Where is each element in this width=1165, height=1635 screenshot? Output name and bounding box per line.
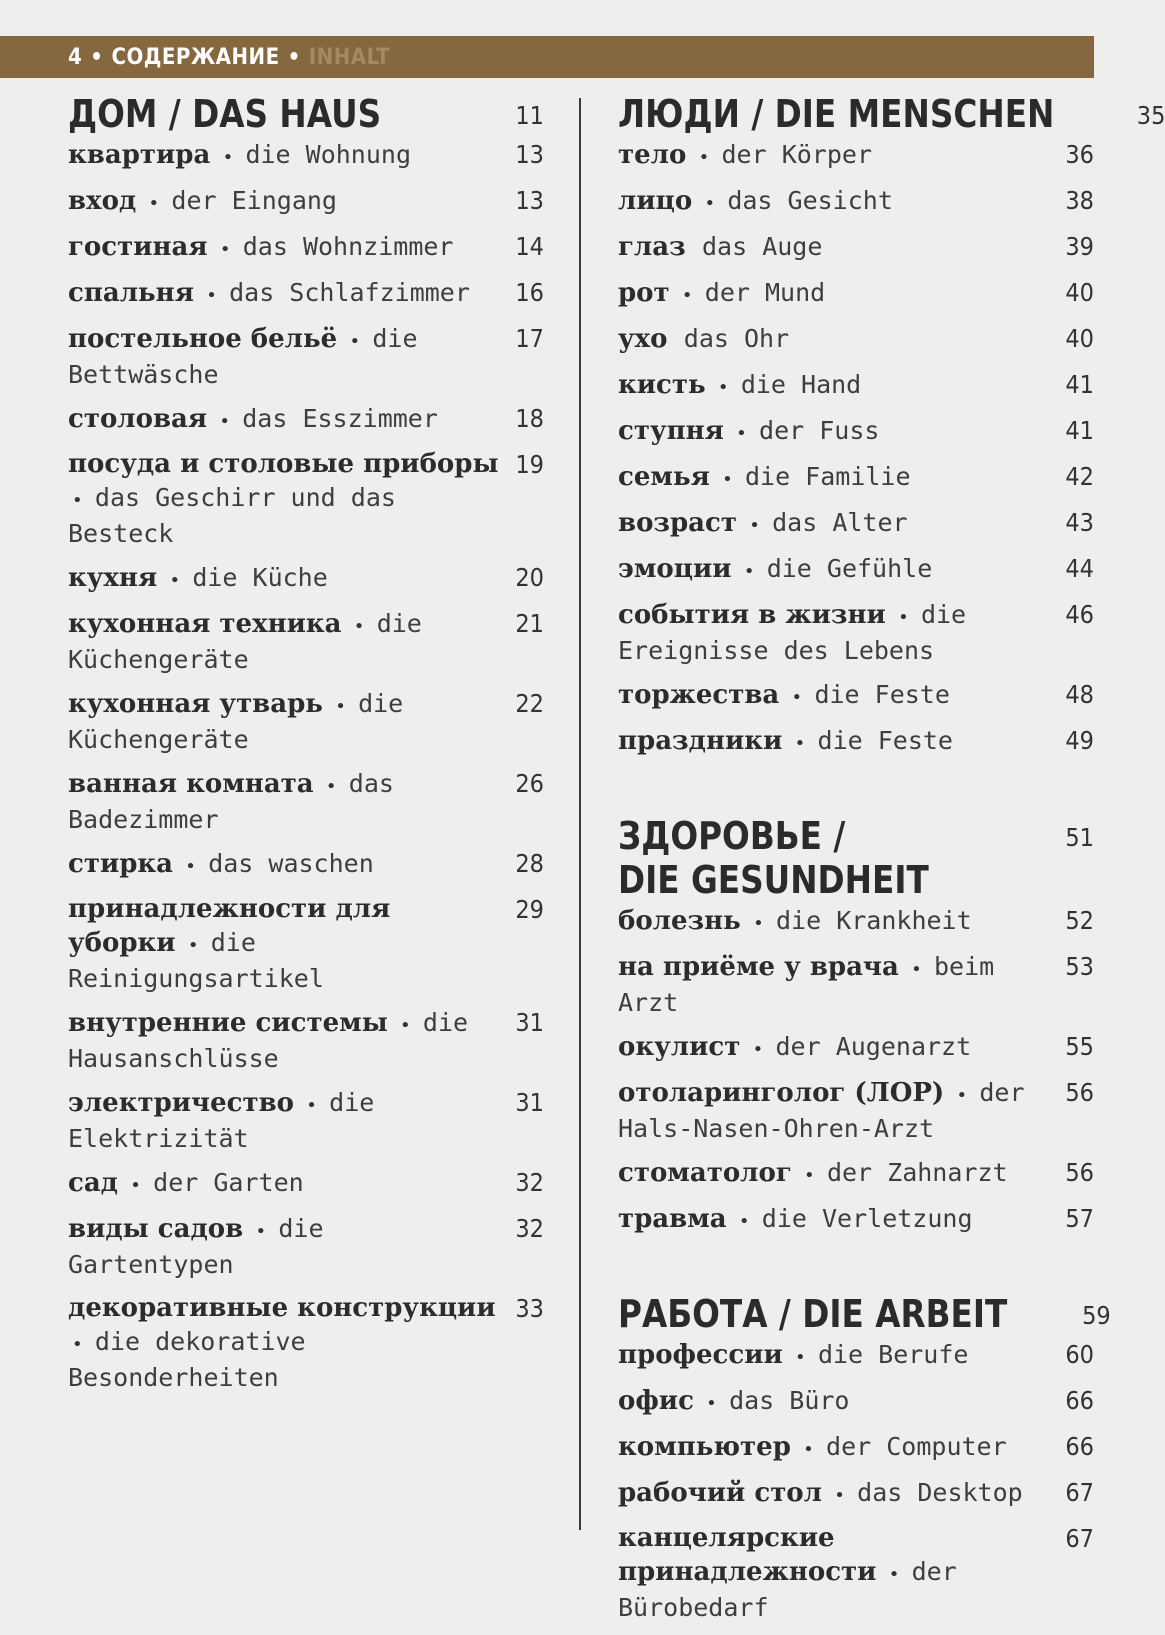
toc-entry[interactable]	[618, 1384, 1094, 1420]
toc-entry[interactable]	[68, 767, 544, 837]
entry-page-number: 66	[1065, 1432, 1094, 1461]
entry-title-ru: внутренние системы	[68, 1008, 388, 1038]
toc-entry[interactable]	[618, 598, 1094, 668]
entry-title-de: das Desktop	[857, 1478, 1023, 1507]
entry-title-ru: кухонная техника	[68, 609, 342, 639]
entry-page-number: 55	[1065, 1032, 1094, 1061]
entry-title-de: das Wohnzimmer	[242, 232, 454, 261]
entry-separator: •	[738, 1211, 750, 1232]
entry-separator: •	[148, 193, 160, 214]
toc-entry[interactable]	[618, 724, 1094, 760]
entry-text	[68, 1006, 504, 1076]
entry-text	[618, 1430, 1007, 1466]
entry-separator: •	[753, 913, 764, 934]
entry-separator: •	[206, 285, 217, 306]
entry-text	[618, 230, 822, 266]
entry-title-de: der Mund	[704, 278, 826, 307]
entry-title-ru: события в жизни	[618, 600, 886, 630]
entry-page-number: 32	[515, 1214, 544, 1243]
entry-separator: •	[72, 1334, 83, 1355]
entry-text	[618, 1076, 1054, 1146]
entry-page-number: 43	[1065, 508, 1094, 537]
entry-title-ru: столовая	[68, 404, 208, 434]
toc-entry[interactable]	[618, 322, 1094, 358]
entry-text	[618, 184, 893, 220]
section-title-line: ЛЮДИ / DIE MENSCHEN	[618, 92, 1055, 136]
toc-entry[interactable]	[68, 687, 544, 757]
entry-text	[618, 724, 953, 760]
page-header-bar	[0, 36, 1094, 78]
entry-separator: •	[219, 239, 231, 260]
toc-section	[618, 92, 1165, 770]
entry-text	[618, 1522, 1054, 1625]
entry-text	[68, 607, 504, 677]
section-title	[618, 92, 1054, 136]
toc-entry[interactable]	[68, 1212, 544, 1282]
entry-page-number: 13	[515, 140, 544, 169]
entry-separator: •	[681, 285, 693, 306]
toc-entry[interactable]	[618, 414, 1094, 450]
toc-entry[interactable]	[618, 1430, 1094, 1466]
entry-text	[618, 678, 950, 714]
entry-title-de: die Gartentypen	[68, 1214, 324, 1279]
entry-text	[618, 368, 861, 404]
entry-page-number: 31	[515, 1088, 544, 1117]
section-title	[68, 92, 381, 136]
toc-entry[interactable]	[618, 460, 1094, 496]
entry-title-de: das Badezimmer	[68, 769, 394, 834]
toc-section	[618, 814, 1094, 1248]
entry-text	[68, 847, 374, 883]
entry-separator: •	[888, 1564, 900, 1585]
toc-entry[interactable]	[618, 950, 1094, 1020]
entry-title-de: die Küchengeräte	[68, 689, 404, 754]
entry-title-ru: окулист	[618, 1032, 741, 1062]
entry-separator: •	[794, 733, 806, 754]
section-title-line: РАБОТА / DIE ARBEIT	[618, 1292, 1008, 1336]
entry-page-number: 56	[1065, 1158, 1094, 1187]
entry-separator: •	[130, 1175, 141, 1196]
entry-title-ru: виды садов	[68, 1214, 244, 1244]
entry-text	[618, 138, 872, 174]
entry-title-de: der Eingang	[171, 186, 337, 215]
toc-entry[interactable]	[68, 448, 544, 551]
entry-title-de: der Augenarzt	[775, 1032, 972, 1061]
entry-text	[618, 598, 1054, 668]
toc-entry[interactable]	[618, 678, 1094, 714]
entry-page-number: 41	[1065, 416, 1094, 445]
toc-section	[618, 1292, 1111, 1635]
entry-title-ru: стирка	[68, 849, 174, 879]
toc-entry[interactable]	[618, 184, 1094, 220]
entry-title-de: die Familie	[744, 462, 911, 491]
entry-title-de: der Garten	[153, 1168, 304, 1197]
entry-title-de: der Fuss	[759, 416, 880, 445]
entry-page-number: 31	[515, 1008, 544, 1037]
entry-title-ru: канцелярские принадлежности	[618, 1523, 877, 1587]
entry-title-ru: торжества	[618, 680, 780, 710]
entry-page-number: 22	[515, 689, 544, 718]
entry-text	[68, 1086, 504, 1156]
entry-title-ru: травма	[618, 1204, 727, 1234]
entry-title-de: die Berufe	[817, 1340, 969, 1369]
entry-page-number: 16	[515, 278, 544, 307]
toc-entry[interactable]	[618, 1202, 1094, 1238]
entry-title-ru: посуда и столовые приборы	[68, 449, 499, 479]
entry-page-number: 60	[1065, 1340, 1094, 1369]
entry-title-de: der Hals-Nasen-Ohren-Arzt	[618, 1078, 1025, 1143]
column-divider	[579, 98, 581, 1530]
toc-entry[interactable]	[68, 1292, 544, 1395]
entry-text	[618, 904, 972, 940]
entry-page-number: 28	[515, 849, 544, 878]
entry-text	[618, 276, 825, 312]
entry-page-number: 52	[1065, 906, 1094, 935]
entry-separator: •	[353, 616, 365, 637]
entry-title-de: die Hausanschlüsse	[68, 1008, 469, 1073]
entry-title-ru: спальня	[68, 278, 194, 308]
entry-title-de: die Feste	[814, 680, 950, 709]
toc-entry[interactable]	[618, 506, 1094, 542]
entry-page-number: 19	[515, 450, 544, 479]
entry-separator: •	[722, 469, 733, 490]
toc-entry[interactable]	[68, 402, 544, 438]
entry-separator: •	[222, 147, 234, 168]
entry-title-ru: постельное бельё	[68, 324, 338, 354]
entry-page-number: 39	[1065, 232, 1094, 261]
toc-column-right	[618, 92, 1165, 1635]
header-title-de: INHALT	[308, 44, 391, 70]
page-number: 4	[68, 44, 83, 70]
entry-title-de: die Elektrizität	[68, 1088, 375, 1153]
section-title	[618, 1292, 1007, 1336]
toc-entry[interactable]	[68, 1006, 544, 1076]
toc-entry[interactable]	[68, 893, 544, 996]
entry-title-ru: болезнь	[618, 906, 741, 936]
entry-title-ru: возраст	[618, 508, 737, 538]
entry-text	[68, 230, 453, 266]
entry-title-de: der Bürobedarf	[618, 1557, 957, 1622]
entry-title-ru: на приёме у врача	[618, 952, 899, 982]
entry-separator: •	[400, 1015, 411, 1036]
entry-separator: •	[752, 1039, 764, 1060]
entry-title-de: die Küche	[192, 563, 328, 592]
entry-title-de: der Computer	[826, 1432, 1007, 1461]
entry-title-de: das Schlafzimmer	[229, 278, 470, 307]
entry-title-ru: ванная комната	[68, 769, 314, 799]
entry-title-de: beim Arzt	[618, 952, 995, 1017]
entry-text	[68, 1212, 504, 1282]
entry-title-de: die Verletzung	[761, 1204, 973, 1233]
entry-title-de: die Ereignisse des Lebens	[618, 600, 967, 665]
toc-entry[interactable]	[618, 1076, 1094, 1146]
section-page-number: 11	[515, 101, 544, 130]
entry-text	[68, 767, 504, 837]
header-separator: •	[90, 44, 104, 70]
entry-title-ru: кухня	[68, 563, 158, 593]
entry-separator: •	[325, 776, 337, 797]
entry-separator: •	[219, 411, 230, 432]
section-title	[618, 814, 929, 902]
entry-page-number: 40	[1065, 278, 1094, 307]
entry-title-ru: принадлежности для уборки	[68, 894, 391, 958]
entry-text	[618, 1338, 968, 1374]
toc-entry[interactable]	[68, 184, 544, 220]
entry-page-number: 41	[1065, 370, 1094, 399]
entry-page-number: 26	[515, 769, 544, 798]
header-title-ru: СОДЕРЖАНИЕ	[111, 44, 280, 70]
entry-title-ru: кисть	[618, 370, 706, 400]
entry-title-ru: рабочий стол	[618, 1478, 822, 1508]
entry-page-number: 40	[1065, 324, 1094, 353]
entry-text	[618, 414, 879, 450]
entry-separator: •	[743, 561, 755, 582]
entry-page-number: 33	[515, 1294, 544, 1323]
entry-page-number: 36	[1065, 140, 1094, 169]
entry-page-number: 13	[515, 186, 544, 215]
entry-title-ru: декоративные конструкции	[68, 1293, 496, 1323]
entry-title-ru: офис	[618, 1386, 694, 1416]
entry-text	[618, 460, 911, 496]
toc-entry[interactable]	[618, 138, 1094, 174]
entry-title-ru: праздники	[618, 726, 783, 756]
entry-page-number: 49	[1065, 726, 1094, 755]
entry-title-de: das Esszimmer	[242, 404, 438, 433]
entry-text	[618, 552, 932, 588]
toc-entry[interactable]	[68, 138, 544, 174]
entry-title-ru: квартира	[68, 140, 211, 170]
section-header	[68, 92, 544, 136]
entry-title-de: die Feste	[817, 726, 953, 755]
entry-title-de: die Küchengeräte	[68, 609, 422, 674]
entry-separator: •	[804, 1165, 815, 1186]
entry-page-number: 32	[515, 1168, 544, 1197]
entry-page-number: 17	[515, 324, 544, 353]
section-header	[618, 814, 1094, 902]
entry-page-number: 42	[1065, 462, 1094, 491]
toc-entry[interactable]	[68, 1086, 544, 1156]
entry-title-ru: глаз	[618, 232, 686, 262]
entry-title-de: die Hand	[740, 370, 862, 399]
entry-text	[68, 561, 328, 597]
section-page-number: 51	[1065, 823, 1094, 852]
section-title-line: ЗДОРОВЬЕ /	[618, 814, 846, 858]
entry-text	[68, 276, 470, 312]
toc-entry[interactable]	[68, 1166, 544, 1202]
entry-separator: •	[911, 959, 922, 980]
entry-text	[618, 1384, 849, 1420]
entry-title-ru: кухонная утварь	[68, 689, 323, 719]
entry-page-number: 48	[1065, 680, 1094, 709]
entry-title-ru: профессии	[618, 1340, 783, 1370]
entry-text	[68, 687, 504, 757]
entry-separator: •	[795, 1347, 806, 1368]
entry-text	[68, 1292, 504, 1395]
entry-title-de: das Auge	[701, 232, 823, 261]
entry-text	[68, 402, 438, 438]
entry-separator: •	[698, 147, 710, 168]
entry-text	[618, 950, 1054, 1020]
entry-page-number: 21	[515, 609, 544, 638]
entry-title-ru: стоматолог	[618, 1158, 792, 1188]
entry-separator: •	[704, 193, 716, 214]
entry-page-number: 56	[1065, 1078, 1094, 1107]
entry-page-number: 29	[515, 895, 544, 924]
toc-entry[interactable]	[618, 276, 1094, 312]
entry-title-ru: ступня	[618, 416, 724, 446]
entry-title-de: der Körper	[721, 140, 872, 169]
entry-separator: •	[956, 1085, 968, 1106]
entry-text	[68, 893, 504, 996]
entry-separator: •	[349, 331, 361, 352]
toc-entry[interactable]	[68, 847, 544, 883]
entry-page-number: 18	[515, 404, 544, 433]
entry-page-number: 38	[1065, 186, 1094, 215]
entry-separator: •	[306, 1095, 317, 1116]
entry-title-de: die Reinigungsartikel	[68, 928, 324, 993]
entry-separator: •	[803, 1439, 814, 1460]
entry-separator: •	[335, 696, 346, 717]
entry-page-number: 14	[515, 232, 544, 261]
entry-title-ru: компьютер	[618, 1432, 791, 1462]
toc-entry[interactable]	[618, 1476, 1094, 1512]
entry-title-ru: тело	[618, 140, 687, 170]
entry-text	[618, 506, 908, 542]
entry-title-ru: семья	[618, 462, 710, 492]
entry-title-de: der Zahnarzt	[826, 1158, 1008, 1187]
toc-entry[interactable]	[618, 368, 1094, 404]
entry-title-de: das Gesicht	[727, 186, 893, 215]
toc-entry[interactable]	[618, 552, 1094, 588]
entry-title-de: das Büro	[729, 1386, 850, 1415]
entry-separator: •	[187, 935, 199, 956]
section-header	[618, 1292, 1111, 1336]
section-page-number: 35	[1136, 101, 1165, 130]
entry-text	[618, 1202, 973, 1238]
section-title-line: ДОМ / DAS HAUS	[68, 92, 382, 136]
entry-page-number: 44	[1065, 554, 1094, 583]
section-header	[618, 92, 1165, 136]
entry-text	[68, 1166, 304, 1202]
toc-section	[68, 92, 544, 1405]
entry-page-number: 53	[1065, 952, 1094, 981]
section-title-line: DIE GESUNDHEIT	[618, 858, 929, 902]
entry-text	[68, 138, 411, 174]
toc-entry[interactable]	[618, 1030, 1094, 1066]
toc-entry[interactable]	[618, 1338, 1094, 1374]
entry-separator: •	[736, 423, 747, 444]
entry-separator: •	[255, 1221, 267, 1242]
entry-page-number: 67	[1065, 1478, 1094, 1507]
toc-entry[interactable]	[68, 561, 544, 597]
entry-separator: •	[791, 687, 803, 708]
entry-title-ru: вход	[68, 186, 137, 216]
entry-page-number: 57	[1065, 1204, 1094, 1233]
entry-page-number: 20	[515, 563, 544, 592]
entry-separator: •	[706, 1393, 717, 1414]
entry-title-de: das Ohr	[683, 324, 790, 353]
entry-title-ru: эмоции	[618, 554, 732, 584]
entry-text	[618, 1156, 1008, 1192]
entry-title-de: das Alter	[772, 508, 908, 537]
entry-title-de: das Geschirr und das Besteck	[68, 483, 396, 548]
toc-entry[interactable]	[618, 230, 1094, 266]
entry-title-de: die dekorative Besonderheiten	[68, 1327, 306, 1392]
entry-text	[68, 184, 337, 220]
entry-separator: •	[749, 515, 760, 536]
entry-separator: •	[898, 607, 909, 628]
entry-title-de: die Wohnung	[245, 140, 412, 169]
entry-separator: •	[834, 1485, 845, 1506]
entry-text	[618, 322, 789, 358]
section-page-number: 59	[1082, 1301, 1111, 1330]
entry-separator: •	[72, 490, 83, 511]
toc-entry[interactable]	[618, 904, 1094, 940]
entry-separator: •	[169, 570, 181, 591]
entry-title-de: die Gefühle	[766, 554, 933, 583]
entry-title-de: das waschen	[208, 849, 374, 878]
entry-title-ru: гостиная	[68, 232, 208, 262]
toc-column-left	[68, 92, 544, 1405]
entry-page-number: 66	[1065, 1386, 1094, 1415]
entry-separator: •	[717, 377, 729, 398]
toc-entry[interactable]	[618, 1522, 1094, 1625]
toc-entry[interactable]	[68, 230, 544, 266]
entry-page-number: 67	[1065, 1524, 1094, 1553]
entry-title-ru: лицо	[618, 186, 693, 216]
toc-entry[interactable]	[68, 607, 544, 677]
entry-title-de: die Krankheit	[775, 906, 972, 935]
header-separator: •	[287, 44, 301, 70]
toc-entry[interactable]	[618, 1156, 1094, 1192]
toc-entry[interactable]	[68, 322, 544, 392]
entry-text	[68, 448, 504, 551]
entry-title-ru: ухо	[618, 324, 668, 354]
entry-title-de: die Bettwäsche	[68, 324, 418, 389]
entry-title-ru: отоларинголог (ЛОР)	[618, 1078, 945, 1108]
entry-title-ru: электричество	[68, 1088, 294, 1118]
entry-title-ru: сад	[68, 1168, 119, 1198]
entry-separator: •	[185, 856, 196, 877]
entry-page-number: 46	[1065, 600, 1094, 629]
entry-text	[618, 1030, 971, 1066]
entry-text	[618, 1476, 1023, 1512]
entry-text	[68, 322, 504, 392]
entry-title-ru: рот	[618, 278, 670, 308]
toc-entry[interactable]	[68, 276, 544, 312]
